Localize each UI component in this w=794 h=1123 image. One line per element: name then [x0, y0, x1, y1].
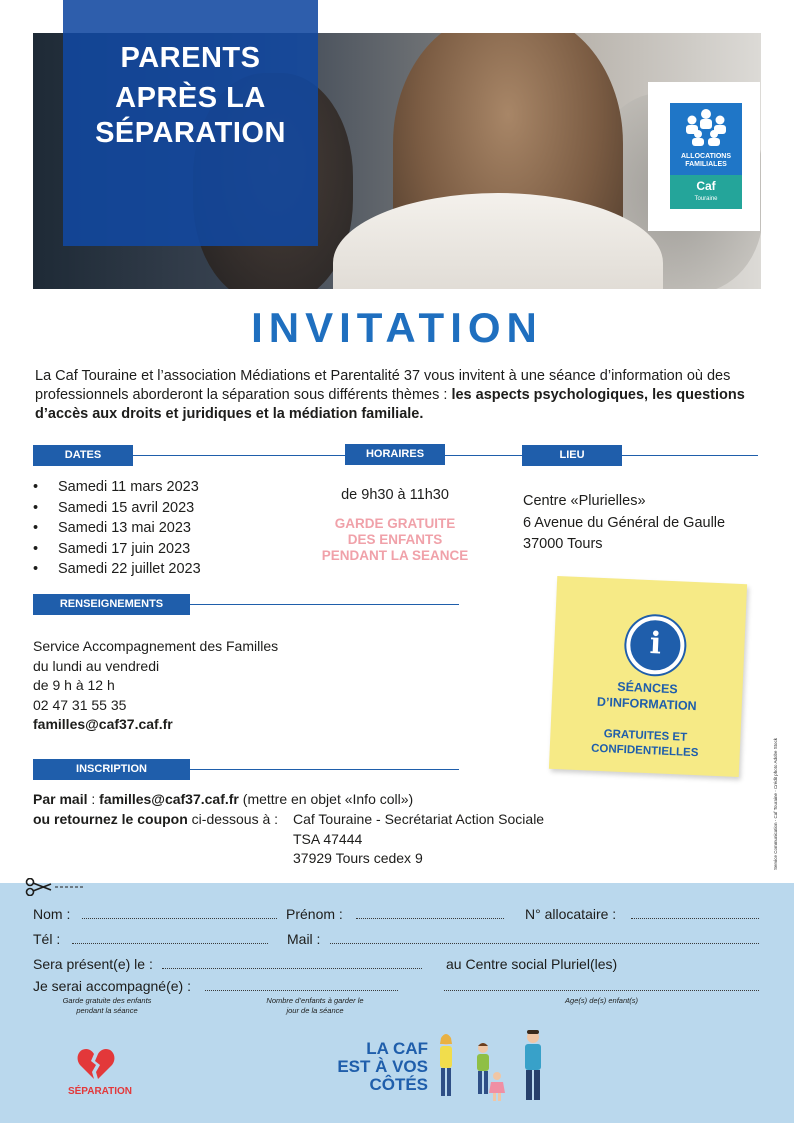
- caf-logo-text: ALLOCATIONS FAMILIALES: [680, 153, 732, 168]
- title-line-3: SÉPARATION: [95, 117, 286, 149]
- nom-label: Nom :: [33, 906, 71, 922]
- nombre-enfants-field[interactable]: [205, 979, 398, 991]
- intro-paragraph: La Caf Touraine et l’association Médiations et Parentalité 37 vous invitent à une séance d’information où des professionnels aborderont la séparation sous différents thèmes : les aspects psychologiques, les questions d’accès aux droits et juridiques et la médiation familiale.: [35, 368, 745, 422]
- photo-credit: Service Communication - Caf Touraine - Crédit photo Adobe Stock: [773, 738, 778, 870]
- nom-field[interactable]: [82, 907, 277, 919]
- mail-field[interactable]: [330, 932, 759, 944]
- garde-note: Garde gratuite des enfants pendant la séance: [62, 996, 152, 1015]
- age-enfants-field[interactable]: [444, 979, 759, 991]
- present-date-field[interactable]: [162, 957, 422, 969]
- allocataire-label: N° allocataire :: [525, 906, 617, 922]
- prenom-label: Prénom :: [286, 906, 343, 922]
- caf-logo-brand: Caf Touraine: [670, 175, 742, 209]
- dates-list: [33, 477, 293, 580]
- invitation-heading: INVITATION: [251, 304, 543, 351]
- horaires-time: de 9h30 à 11h30: [341, 487, 449, 503]
- prenom-field[interactable]: [356, 907, 504, 919]
- date-item: • Samedi 17 juin 2023: [33, 539, 293, 560]
- date-item: • Samedi 11 mars 2023: [33, 477, 293, 498]
- tel-field[interactable]: [72, 932, 268, 944]
- accompagne-label: Je serai accompagné(e) :: [33, 978, 191, 994]
- tel-label: Tél :: [33, 931, 61, 947]
- inscription-label: INSCRIPTION: [33, 759, 190, 780]
- lieu-label: LIEU: [522, 445, 622, 466]
- scissors-icon: [25, 878, 85, 901]
- renseignements-label: RENSEIGNEMENTS: [33, 594, 190, 615]
- broken-heart-icon: [77, 1046, 115, 1087]
- inscription-mail-line: Par mail : familles@caf37.caf.fr (mettre en objet «Info coll»): [33, 791, 414, 807]
- note-subtitle: GRATUITES ET CONFIDENTIELLES: [590, 728, 699, 760]
- mail-label: Mail :: [287, 931, 321, 947]
- note-title: SÉANCES D’INFORMATION: [596, 679, 697, 714]
- title-line-2: APRÈS LA: [115, 82, 266, 114]
- info-icon: i: [625, 615, 685, 675]
- inscription-email[interactable]: familles@caf37.caf.fr: [99, 791, 239, 807]
- renseignements-email[interactable]: familles@caf37.caf.fr: [33, 716, 173, 732]
- centre-label: au Centre social Pluriel(les): [446, 956, 618, 972]
- date-item: • Samedi 22 juillet 2023: [33, 559, 293, 580]
- family-illustration: [432, 1030, 552, 1110]
- lieu-address: Centre «Plurielles» 6 Avenue du Général de Gaulle 37000 Tours: [523, 493, 726, 552]
- allocataire-field[interactable]: [631, 907, 759, 919]
- date-item: • Samedi 13 mai 2023: [33, 518, 293, 539]
- nombre-note: Nombre d’enfants à garder le jour de la séance: [266, 996, 364, 1015]
- garde-gratuite-note: GARDE GRATUITE DES ENFANTS PENDANT LA SEANCE: [321, 516, 469, 563]
- separation-label: SÉPARATION: [67, 1086, 133, 1097]
- caf-slogan: LA CAF EST À VOS CÔTÉS: [337, 1039, 428, 1094]
- renseignements-info: Service Accompagnement des Familles du lundi au vendredi de 9 h à 12 h 02 47 31 55 35 familles@caf37.caf.fr: [33, 637, 353, 735]
- date-item: • Samedi 15 avril 2023: [33, 498, 293, 519]
- title-box: [63, 0, 318, 246]
- horaires-label: HORAIRES: [345, 444, 445, 465]
- dates-label: DATES: [33, 445, 133, 466]
- age-note: Age(s) de(s) enfant(s): [565, 996, 638, 1005]
- info-sticky-note: [549, 576, 747, 777]
- inscription-address: Caf Touraine - Secrétariat Action Sociale TSA 47444 37929 Tours cedex 9: [293, 811, 545, 866]
- title-line-1: PARENTS: [120, 42, 261, 74]
- inscription-coupon-line: ou retournez le coupon ci-dessous à :: [33, 811, 279, 827]
- present-label: Sera présent(e) le :: [33, 956, 153, 972]
